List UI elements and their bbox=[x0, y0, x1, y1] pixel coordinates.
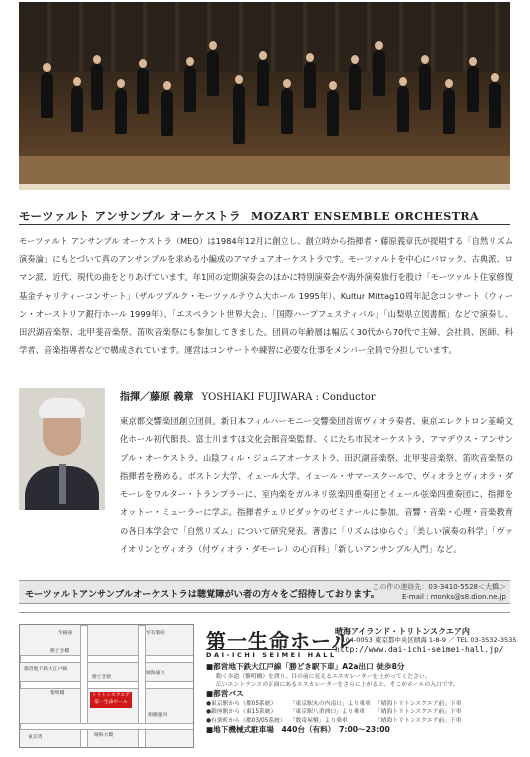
musician-figure bbox=[304, 62, 316, 108]
map-road bbox=[20, 655, 194, 663]
conductor-figure bbox=[233, 84, 245, 144]
bus-table bbox=[206, 700, 466, 725]
notice-contact bbox=[372, 582, 506, 602]
musician-figure bbox=[71, 86, 83, 132]
musician-figure bbox=[349, 64, 361, 110]
venue-url[interactable]: http://www.dai-ichi-seimei-hall.jp/ bbox=[335, 645, 504, 654]
table-row bbox=[206, 700, 466, 708]
map-label: 至有楽町 bbox=[146, 631, 166, 636]
parking-info: ■地下機械式駐車場 440台（有料） 7:00〜23:00 bbox=[206, 725, 390, 735]
stage-edge bbox=[19, 184, 510, 190]
bus-cell: 「晴海トリトンスクエア前」下車 bbox=[374, 717, 462, 724]
map-label: 都営地下鉄大江戸線 bbox=[24, 667, 68, 672]
map-label: 黎明橋 bbox=[50, 691, 65, 696]
ensemble-description: モーツァルト アンサンブル オーケストラ（MEO）は1984年12月に創立し、創立時から指揮者・藤原義章氏が提唱する「自然リズム演奏論」にもとづいて真のアンサンブルを求める小編成のアマチュアオーケストラです。モーツァルトを中心にバロック、古典派、ロマン派、近代、現代の曲をとりあげています。年1回の定期演奏会のほかに特別演奏会や海外演奏旅行を股け「モーツァルト住家修復基金チャリティーコンサート」（ザルツブルク・モーツァルテウム大ホール 1995年）、Kultur Mittag10周年記念コンサート（ウィーン・オーストリア銀行ホール 1999年）、「エスペラント世界大会」、「国際ハープフェスティバル」「山梨県立図書館」などで演奏し、田沢湖音楽祭、北甲斐音楽祭、笛吹音楽祭にも参加してきました。団員の年齢層は幅広く30代から70代で主婦、会社員、医師、科学者、音楽指導者などで構成されています。運営はコンサートや練習に必要な仕事をメンバー全員で分担しています。 bbox=[19, 236, 514, 356]
musician-figure bbox=[207, 50, 219, 96]
map-label: 朝潮運河 bbox=[148, 713, 168, 718]
musician-figure bbox=[137, 68, 149, 114]
table-row bbox=[206, 708, 466, 716]
divider bbox=[19, 224, 510, 225]
ensemble-name-ja: モーツァルト アンサンブル オーケストラ bbox=[19, 209, 242, 223]
venue-location: 晴海アイランド・トリトンスクエア内 bbox=[335, 627, 470, 636]
map-label: 至銀座 bbox=[58, 631, 73, 636]
musician-figure bbox=[489, 82, 501, 128]
map-label: トリトンスクエア bbox=[91, 693, 131, 698]
bus-cell: 「数寄屋橋」より乗車 bbox=[289, 717, 348, 724]
bus-cell: 「晴海トリトンスクエア前」下車 bbox=[374, 701, 462, 707]
accessibility-notice bbox=[19, 580, 510, 604]
contact-phone: 03-3410-5528＜大橋＞ bbox=[428, 583, 506, 591]
portrait-tie bbox=[59, 464, 66, 504]
bus-heading: ■都営バス bbox=[206, 689, 244, 699]
musician-figure bbox=[327, 90, 339, 136]
conductor-title bbox=[120, 388, 376, 403]
map-label: 第一生命ホール bbox=[94, 700, 128, 705]
venue-name: 第一生命ホール bbox=[206, 629, 353, 653]
map-venue-marker bbox=[90, 692, 132, 708]
notice-text: モーツァルトアンサンブルオーケストラは聴覚障がい者の方々をご招待しております。 bbox=[25, 589, 380, 600]
portrait-hair bbox=[39, 398, 85, 418]
bus-cell: 「晴海トリトンスクエア前」下車 bbox=[374, 709, 462, 716]
access-map bbox=[19, 624, 194, 748]
map-label: 晴海通り bbox=[146, 671, 166, 676]
musician-figure bbox=[91, 64, 103, 110]
musician-figure bbox=[419, 64, 431, 110]
musician-figure bbox=[281, 88, 293, 134]
map-label: 晴海大橋 bbox=[94, 733, 114, 738]
ensemble-name-en: MOZART ENSEMBLE ORCHESTRA bbox=[251, 210, 480, 223]
contact-label: この件の連絡先： bbox=[372, 583, 429, 591]
map-label: 東京湾 bbox=[28, 735, 43, 740]
musician-figure bbox=[373, 50, 385, 96]
musician-figure bbox=[467, 66, 479, 112]
ensemble-heading bbox=[19, 208, 479, 224]
map-label: 勝どき駅 bbox=[92, 675, 112, 680]
musician-figure bbox=[443, 88, 455, 134]
divider bbox=[19, 612, 510, 613]
venue-address: 〒104-0053 東京都中央区晴海 1-8-9 ／ TEL 03-3532-3535 bbox=[335, 636, 517, 644]
map-road bbox=[20, 723, 194, 730]
contact-email[interactable]: E-mail : monks@s8.dion.ne.jp bbox=[401, 593, 506, 601]
table-row bbox=[206, 717, 466, 725]
musician-figure bbox=[397, 86, 409, 132]
map-label: 勝どき橋 bbox=[50, 649, 70, 654]
bus-cell: 「東京駅丸の内南口」より乗車 bbox=[289, 701, 371, 707]
conductor-bio: 東京都交響楽団創立団員。新日本フィルハーモニー交響楽団首席ヴィオラ奏者、東京エレクトロン韮崎文化ホール初代館長、富士川ますほ文化会館音楽監督、くにたち市民オーケストラ、アマデウス・アンサンブル・オーケストラ、山陰フィル・ジュニアオーケストラ、田沢湖音楽祭、北甲斐音楽祭、笛吹音楽祭の指揮者を務める。ボストン大学、イェール大学、イェール・サマースクールで、ヴィオラとヴィオラ・ダモーレをワルター・トランプラーに、室内楽をガルネリ弦楽四重奏団とイェール弦楽四重奏団に、指揮をオットー・ミューラーに学ぶ。指揮者チェリビダッケのゼミナールに参加。音響・音楽・心理・音楽教育の各日本学会で「自然リズム」について研究発表。著書に「リズムはゆらぐ」「美しい演奏の科学」「ヴァイオリンとヴィオラ（付ヴィオラ・ダモーレ）の心百科」「新しいアンサンブル入門」など。 bbox=[120, 416, 513, 555]
map-road bbox=[20, 681, 194, 689]
access-info bbox=[206, 662, 516, 736]
bus-cell: ●銀座駅から（東15系統） bbox=[206, 709, 277, 716]
conductor-portrait bbox=[19, 388, 105, 510]
musician-figure bbox=[41, 72, 53, 118]
conductor-title-ja: 指揮／藤原 義章 bbox=[120, 392, 194, 403]
subway-note: 広いエントランスの正面にあるエスカレーターをさらに上がると、そこがホールの入口です。 bbox=[216, 682, 459, 688]
subway-note: 動く歩道（黎明橋）を渡り、目の前に見えるエスカレーターを上がってください。 bbox=[216, 673, 431, 680]
conductor-title-en: YOSHIAKI FUJIWARA : Conductor bbox=[201, 392, 376, 403]
venue-name-en: DAI-ICHI SEIMEI HALL bbox=[206, 651, 337, 659]
subway-heading: ■都営地下鉄大江戸線「勝どき駅下車」A2a出口 徒歩8分 bbox=[206, 662, 405, 671]
bus-cell: 「東京駅八重洲口」より乗車 bbox=[289, 709, 366, 716]
orchestra-photo bbox=[19, 2, 510, 190]
bus-cell: ●有楽町から（都03/05系統） bbox=[206, 717, 286, 724]
musician-figure bbox=[184, 66, 196, 112]
musician-figure bbox=[161, 90, 173, 136]
bus-cell: ●東京駅から（都05系統） bbox=[206, 701, 277, 707]
musician-figure bbox=[257, 60, 269, 106]
musician-figure bbox=[115, 88, 127, 134]
venue-info bbox=[335, 627, 516, 654]
